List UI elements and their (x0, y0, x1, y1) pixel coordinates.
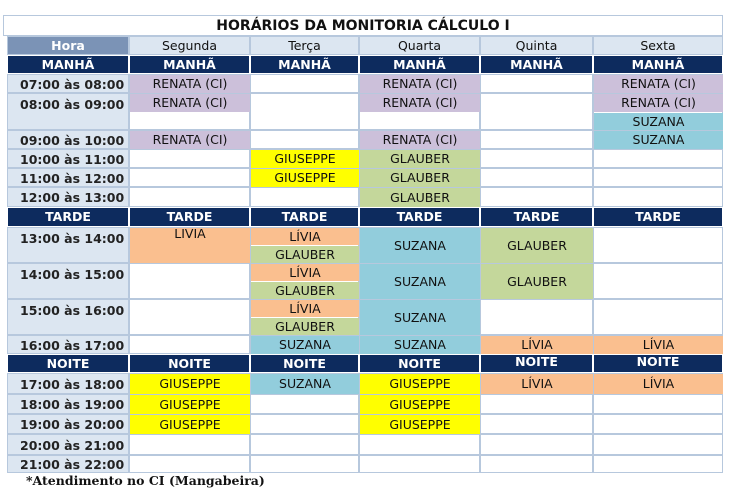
schedule-entry-suzana: SUZANA (360, 300, 480, 335)
schedule-entry-giuseppe: GIUSEPPE (251, 150, 359, 168)
section-header-noite: NOITE (593, 354, 723, 373)
empty-slot (129, 149, 250, 168)
section-header-noite: NOITE (129, 354, 250, 373)
section-header-manha: MANHÃ (129, 55, 250, 74)
schedule-entry-giuseppe: GIUSEPPE (360, 395, 480, 414)
empty-slot (250, 93, 359, 130)
day-header: Quinta (480, 36, 593, 55)
schedule-entry-livia: LÍVIA (251, 264, 359, 281)
day-header: Quarta (359, 36, 480, 55)
empty-slot (480, 130, 593, 149)
schedule-entry-livia: LÍVIA (251, 228, 359, 245)
empty-slot (480, 434, 593, 455)
empty-slot (480, 394, 593, 414)
schedule-entry-suzana: SUZANA (251, 374, 359, 394)
empty-slot (593, 227, 723, 263)
schedule-entry-livia: LÍVIA (251, 300, 359, 317)
schedule-entry-renata: RENATA (CI) (594, 75, 723, 93)
time-slot-label: 08:00 às 09:00 (7, 93, 129, 130)
schedule-entry-livia: LÍVIA (481, 374, 593, 394)
schedule-entry-renata: RENATA (CI) (360, 75, 480, 93)
time-slot-label: 18:00 às 19:00 (7, 394, 129, 414)
time-slot-label: 14:00 às 15:00 (7, 263, 129, 299)
schedule-entry-suzana: SUZANA (360, 264, 480, 299)
schedule-entry-suzana: SUZANA (594, 131, 723, 149)
schedule-entry-renata: RENATA (CI) (130, 94, 250, 112)
empty-slot (359, 434, 480, 455)
section-header-manha: MANHÃ (359, 55, 480, 74)
schedule-entry-glauber: GLAUBER (251, 318, 359, 335)
time-slot-label: 11:00 às 12:00 (7, 168, 129, 187)
time-slot-label: 17:00 às 18:00 (7, 373, 129, 394)
empty-slot (593, 299, 723, 335)
empty-slot (480, 455, 593, 473)
time-slot-label: 20:00 às 21:00 (7, 434, 129, 455)
section-header-tarde: TARDE (480, 207, 593, 227)
schedule-entry-glauber: GLAUBER (360, 150, 480, 168)
section-header-tarde: TARDE (359, 207, 480, 227)
schedule-entry-glauber: GLAUBER (481, 228, 593, 263)
empty-slot (593, 394, 723, 414)
schedule-entry-suzana: SUZANA (360, 336, 480, 354)
schedule-entry-suzana: SUZANA (594, 113, 723, 131)
schedule-entry-giuseppe: GIUSEPPE (360, 374, 480, 394)
schedule-entry-glauber: GLAUBER (360, 188, 480, 207)
day-header: Segunda (129, 36, 250, 55)
empty-slot (250, 130, 359, 149)
section-header-tarde: TARDE (7, 207, 129, 227)
empty-slot (480, 93, 593, 130)
empty-slot (129, 187, 250, 207)
empty-slot (480, 414, 593, 434)
empty-slot (593, 434, 723, 455)
hora-header: Hora (7, 36, 129, 55)
section-header-manha: MANHÃ (480, 55, 593, 74)
empty-slot (593, 187, 723, 207)
schedule-entry-livia: LIVIA (130, 228, 250, 263)
schedule-entry-livia: LÍVIA (594, 336, 723, 354)
schedule-entry-suzana: SUZANA (251, 336, 359, 354)
schedule-entry-giuseppe: GIUSEPPE (130, 415, 250, 434)
empty-slot (129, 168, 250, 187)
empty-slot (480, 74, 593, 93)
schedule-entry-giuseppe: GIUSEPPE (130, 374, 250, 394)
time-slot-label: 12:00 às 13:00 (7, 187, 129, 207)
empty-slot (250, 414, 359, 434)
empty-slot (480, 299, 593, 335)
empty-slot (250, 394, 359, 414)
time-slot-label: 15:00 às 16:00 (7, 299, 129, 335)
empty-slot (250, 455, 359, 473)
empty-slot (480, 168, 593, 187)
empty-slot (593, 168, 723, 187)
empty-slot (250, 434, 359, 455)
schedule-entry-glauber: GLAUBER (251, 246, 359, 263)
empty-slot (129, 263, 250, 299)
day-header: Terça (250, 36, 359, 55)
empty-slot (593, 455, 723, 473)
schedule-entry-renata: RENATA (CI) (594, 94, 723, 112)
empty-slot (129, 434, 250, 455)
time-slot-label: 10:00 às 11:00 (7, 149, 129, 168)
schedule-entry-glauber: GLAUBER (481, 264, 593, 299)
time-slot-label: 19:00 às 20:00 (7, 414, 129, 434)
time-slot-label: 07:00 às 08:00 (7, 74, 129, 93)
empty-slot (480, 187, 593, 207)
schedule-entry-giuseppe: GIUSEPPE (130, 395, 250, 414)
page-title: HORÁRIOS DA MONITORIA CÁLCULO I (3, 15, 723, 36)
schedule-entry-giuseppe: GIUSEPPE (360, 415, 480, 434)
section-header-noite: NOITE (250, 354, 359, 373)
schedule-entry-livia: LÍVIA (594, 374, 723, 394)
empty-slot (593, 414, 723, 434)
section-header-tarde: TARDE (250, 207, 359, 227)
schedule-entry-renata: RENATA (CI) (130, 75, 250, 93)
schedule-entry-renata: RENATA (CI) (360, 94, 480, 112)
schedule-entry-suzana: SUZANA (360, 228, 480, 263)
time-slot-label: 09:00 às 10:00 (7, 130, 129, 149)
time-slot-label: 13:00 às 14:00 (7, 227, 129, 263)
schedule-entry-renata: RENATA (CI) (360, 131, 480, 149)
schedule-entry-glauber: GLAUBER (360, 169, 480, 187)
section-header-manha: MANHÃ (7, 55, 129, 74)
schedule-entry-renata: RENATA (CI) (130, 131, 250, 149)
section-header-tarde: TARDE (593, 207, 723, 227)
empty-slot (129, 299, 250, 335)
footnote: *Atendimento no CI (Mangabeira) (26, 473, 265, 488)
section-header-noite: NOITE (359, 354, 480, 373)
time-slot-label: 16:00 às 17:00 (7, 335, 129, 354)
day-header: Sexta (593, 36, 723, 55)
section-header-noite: NOITE (7, 354, 129, 373)
schedule-entry-livia: LÍVIA (481, 336, 593, 354)
schedule-entry-glauber: GLAUBER (251, 282, 359, 299)
empty-slot (129, 455, 250, 473)
schedule-entry-giuseppe: GIUSEPPE (251, 169, 359, 187)
time-slot-label: 21:00 às 22:00 (7, 455, 129, 473)
empty-slot (593, 263, 723, 299)
section-header-manha: MANHÃ (250, 55, 359, 74)
empty-slot (250, 74, 359, 93)
section-header-tarde: TARDE (129, 207, 250, 227)
empty-slot (129, 335, 250, 354)
empty-slot (480, 149, 593, 168)
section-header-noite: NOITE (480, 354, 593, 373)
empty-slot (593, 149, 723, 168)
empty-slot (359, 455, 480, 473)
empty-slot (250, 187, 359, 207)
section-header-manha: MANHÃ (593, 55, 723, 74)
